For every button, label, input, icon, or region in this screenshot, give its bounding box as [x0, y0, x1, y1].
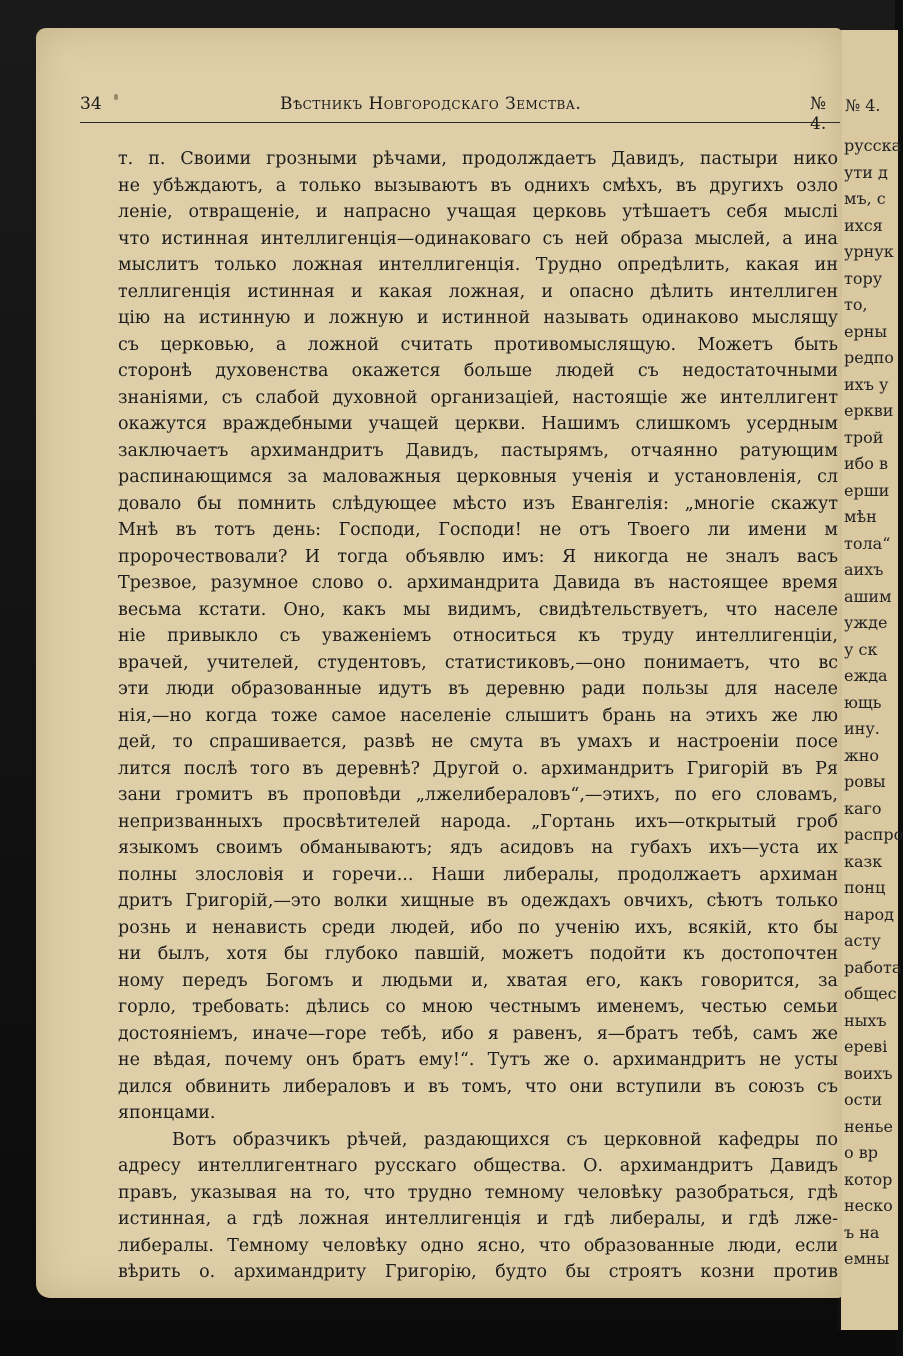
text-line: не убѣждаютъ, а только вызываютъ въ однихъ смѣхъ, въ другихъ озло [118, 175, 838, 196]
text-line: правъ, указывая на то, что трудно темному человѣку разобраться, гдѣ [118, 1182, 838, 1203]
edge-fragment: ненье [844, 1116, 893, 1136]
running-header [80, 94, 840, 134]
text-line: не вѣдая, почему онъ братъ ему!“. Тутъ же о. архимандритъ не усты [118, 1050, 838, 1070]
edge-fragment: понц [844, 878, 886, 897]
text-line: сторонѣ духовенства окажется больше людей съ недостаточными [118, 361, 838, 381]
edge-fragment: ихся [844, 215, 883, 235]
edge-fragment: воихъ [844, 1063, 893, 1083]
edge-fragment: у ск [844, 639, 878, 659]
text-line: адресу интеллигентнаго русскаго общества. О. архимандритъ Давидъ [118, 1156, 838, 1176]
text-line: истинная, а гдѣ ложная интеллигенція и гдѣ либералы, и гдѣ лже- [118, 1209, 838, 1229]
text-line: т. п. Своими грозными рѣчами, продолждаетъ Давидъ, пастыри нико [118, 149, 838, 169]
edge-fragment: мъ, с [844, 189, 886, 208]
edge-fragment: ашим [844, 586, 892, 606]
edge-fragment: народ [844, 904, 894, 924]
edge-fragment: общес [844, 984, 897, 1003]
text-line: либералы. Темному человѣку одно ясно, что образованные люди, если [118, 1235, 838, 1256]
edge-fragment: то, [844, 295, 868, 314]
text-line: ни былъ, хотя бы глубоко павшій, можетъ подойти къ достопочтен [118, 944, 838, 964]
edge-fragment: аихъ [844, 560, 884, 579]
edge-fragment: ихъ у [844, 374, 889, 394]
journal-title: Вѣстникъ Новгородскаго Земства. [280, 94, 582, 114]
text-line: Трезвое, разумное слово о. архимандрита Давида въ настоящее время [118, 573, 838, 593]
edge-fragment: каго [844, 798, 882, 818]
text-line: цію на истинную и ложную и истинной называть одинаково мыслящу [118, 308, 838, 328]
text-line: Мнѣ въ тотъ день: Господи, Господи! не отъ Твоего ли имени м [118, 520, 838, 540]
edge-fragment: ерны [844, 321, 888, 341]
text-line: горло, требовать: дѣлись со мною честнымъ именемъ, честью семьи [118, 997, 838, 1017]
text-line: эти люди образованные идутъ въ деревню ради пользы для населе [118, 679, 838, 699]
edge-fragment: казк [844, 851, 883, 871]
edge-fragment: распро [844, 825, 903, 844]
text-line: непризванныхъ просвѣтителей народа. „Гортань ихъ—открытый гроб [118, 811, 838, 832]
edge-fragment: ющь [844, 692, 882, 712]
text-line: японцами. [118, 1103, 216, 1123]
text-line: нія,—но когда тоже самое населеніе слышитъ брань на этихъ же лю [118, 705, 838, 726]
edge-fragment: ереві [844, 1037, 888, 1056]
edge-fragment: ныхъ [844, 1010, 887, 1030]
text-line: леніе, отвращеніе, и напрасно учащая церковь утѣшаетъ себя мыслі [118, 202, 838, 222]
edge-fragment: емны [844, 1249, 890, 1268]
edge-fragment: асту [844, 931, 881, 950]
text-line: дритъ Григорій,—это волки хищные въ одеждахъ овчихъ, сѣютъ только [118, 891, 838, 911]
text-line: что истинная интеллигенція—одинаковаго съ ней образа мыслей, а ина [118, 228, 838, 249]
edge-fragment: жно [844, 745, 880, 765]
next-page-header: № 4. [845, 96, 881, 115]
text-line: врачей, учителей, студентовъ, статистиковъ,—оно понимаетъ, что вс [118, 652, 838, 673]
text-line: мыслитъ только ложная интеллигенція. Трудно опредѣлить, какая ин [118, 255, 838, 275]
article-body [118, 146, 838, 1286]
edge-fragment: работа [844, 957, 902, 977]
text-line: довало бы помнить слѣдующее мѣсто изъ Евангелія: „многіе скажут [118, 493, 838, 514]
text-line: Вотъ образчикъ рѣчей, раздающихся съ церковной кафедры по [172, 1129, 838, 1150]
edge-fragment: неско [844, 1196, 893, 1215]
edge-fragment: тору [844, 268, 883, 288]
text-line: распинающимся за маловажныя церковныя ученія и установленія, сл [118, 467, 838, 487]
next-page-fragments [841, 133, 903, 1273]
text-line: дился обвинить либераловъ и въ томъ, что они вступили въ союзъ съ [118, 1076, 838, 1097]
edge-fragment: русска [844, 136, 902, 155]
edge-fragment: урнук [844, 242, 894, 261]
text-line: ніе привыкло съ уваженіемъ относиться къ труду интеллигенціи, [118, 626, 838, 646]
edge-fragment: редпо [844, 348, 894, 367]
page-number: 34 [80, 94, 102, 114]
edge-fragment: ину. [844, 719, 880, 738]
text-line: полны злословія и горечи... Наши либералы, продолжаетъ архиман [118, 864, 838, 885]
edge-fragment: ути д [844, 162, 888, 182]
edge-fragment: еркви [844, 401, 894, 420]
edge-fragment: ъ на [844, 1222, 880, 1242]
text-line: съ церковью, а ложной считать противомыслящую. Можетъ быть [118, 334, 838, 355]
edge-fragment: ибо в [844, 454, 889, 473]
text-line: зани громитъ въ проповѣди „лжелибераловъ“,—этихъ, по его словамъ, [118, 785, 838, 805]
text-line: ному передъ Богомъ и людьми и, хватая его, какъ говорится, за [118, 970, 838, 991]
text-line: рознь и ненависть среди людей, ибо по ученію ихъ, всякій, кто бы [118, 917, 838, 938]
text-line: весьма кстати. Оно, какъ мы видимъ, свидѣтельствуетъ, что населе [118, 599, 838, 620]
text-line: языкомъ своимъ обманываютъ; ядъ асидовъ на губахъ ихъ—уста их [118, 838, 838, 858]
text-line: пророчествовали? И тогда объявлю имъ: Я никогда не зналъ васъ [118, 546, 838, 567]
edge-fragment: ровы [844, 772, 886, 791]
text-line: знаніями, съ слабой духовной организаціей, настоящіе же интеллигент [118, 387, 838, 408]
edge-fragment: ужде [844, 613, 888, 632]
text-line: лится послѣ того въ деревнѣ? Другой о. архимандритъ Григорій въ Ря [118, 758, 838, 779]
edge-fragment: мѣн [844, 507, 877, 526]
edge-fragment: трой [844, 427, 884, 447]
edge-fragment: ости [844, 1090, 883, 1109]
edge-fragment: котор [844, 1169, 893, 1189]
header-rule [80, 122, 840, 123]
text-line: окажутся враждебными учащей церкви. Нашимъ слишкомъ усердным [118, 414, 838, 434]
text-line: заключаетъ архимандритъ Давидъ, пастырямъ, отчаянно ратующим [118, 440, 838, 461]
edge-fragment: ерши [844, 480, 890, 500]
issue-number: № 4. [810, 94, 827, 134]
edge-fragment: ежда [844, 666, 888, 685]
next-page-edge [838, 30, 903, 1330]
text-line: вѣрить о. архимандриту Григорію, будто бы строятъ козни против [118, 1262, 838, 1282]
text-line: дей, то спрашивается, развѣ не смута въ умахъ и настроеніи посе [118, 732, 838, 752]
text-line: достояніемъ, иначе—горе тебѣ, ибо я равенъ, я—братъ тебѣ, самъ же [118, 1023, 838, 1044]
edge-fragment: тола“ [844, 533, 891, 553]
text-line: теллигенція истинная и какая ложная, и опасно дѣлить интеллиген [118, 281, 838, 302]
edge-fragment: о вр [844, 1143, 878, 1162]
